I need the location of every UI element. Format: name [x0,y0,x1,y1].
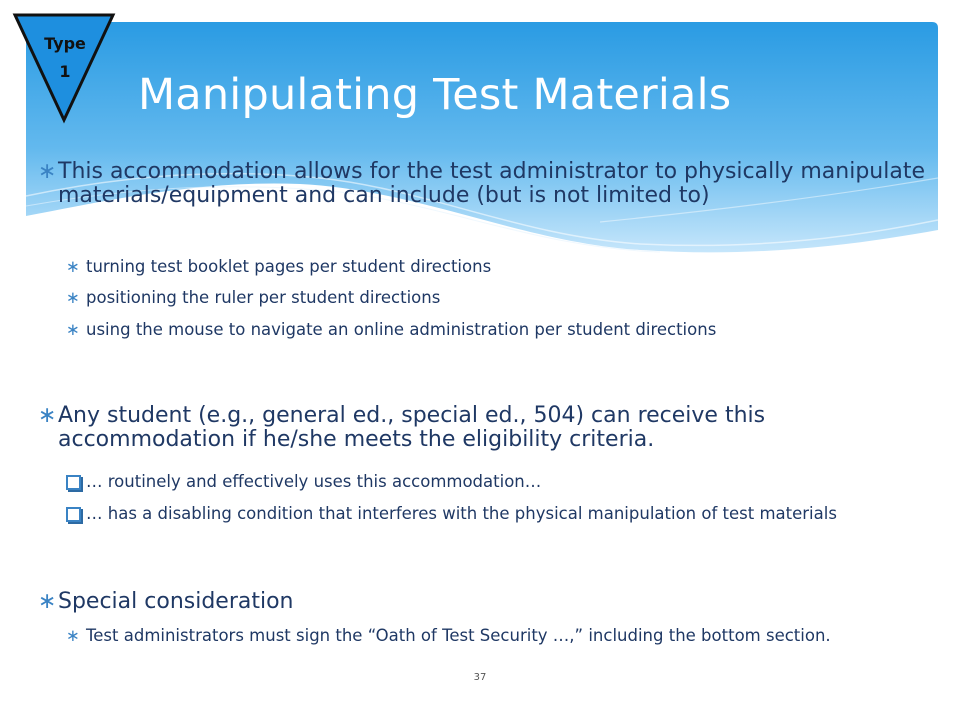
asterisk-bullet-icon: ∗ [66,288,80,307]
bullet-text: Special consideration [58,589,294,614]
checkbox-bullet-icon [66,475,81,490]
asterisk-bullet-icon: ∗ [66,257,80,276]
type-marker-label: Type 1 [44,34,86,81]
asterisk-bullet-icon: ∗ [38,159,57,184]
asterisk-bullet-icon: ∗ [38,403,57,428]
sub-bullet-text: turning test booklet pages per student directions [86,257,492,276]
checkbox-bullet-icon [66,507,81,522]
sub-bullet-text: positioning the ruler per student directions [86,288,441,307]
bullet-text: This accommodation allows for the test administrator to physically manipulate materials/equipment and can include (but is not limited to) [58,159,925,208]
asterisk-bullet-icon: ∗ [66,626,80,645]
asterisk-bullet-icon: ∗ [66,320,80,339]
sub-bullet-text: Test administrators must sign the “Oath of Test Security …,” including the bottom section. [86,626,831,645]
sub-bullet-text: using the mouse to navigate an online administration per student directions [86,320,717,339]
sub-bullet-text: … routinely and effectively uses this accommodation… [86,472,542,491]
asterisk-bullet-icon: ∗ [38,589,57,614]
page-number: 37 [473,672,487,683]
sub-bullet-text: … has a disabling condition that interferes with the physical manipulation of test materials [86,504,837,523]
slide-title: Manipulating Test Materials [138,70,732,120]
bullet-text: Any student (e.g., general ed., special ed., 504) can receive this accommodation if he/she meets the eligibility criteria. [58,403,766,452]
